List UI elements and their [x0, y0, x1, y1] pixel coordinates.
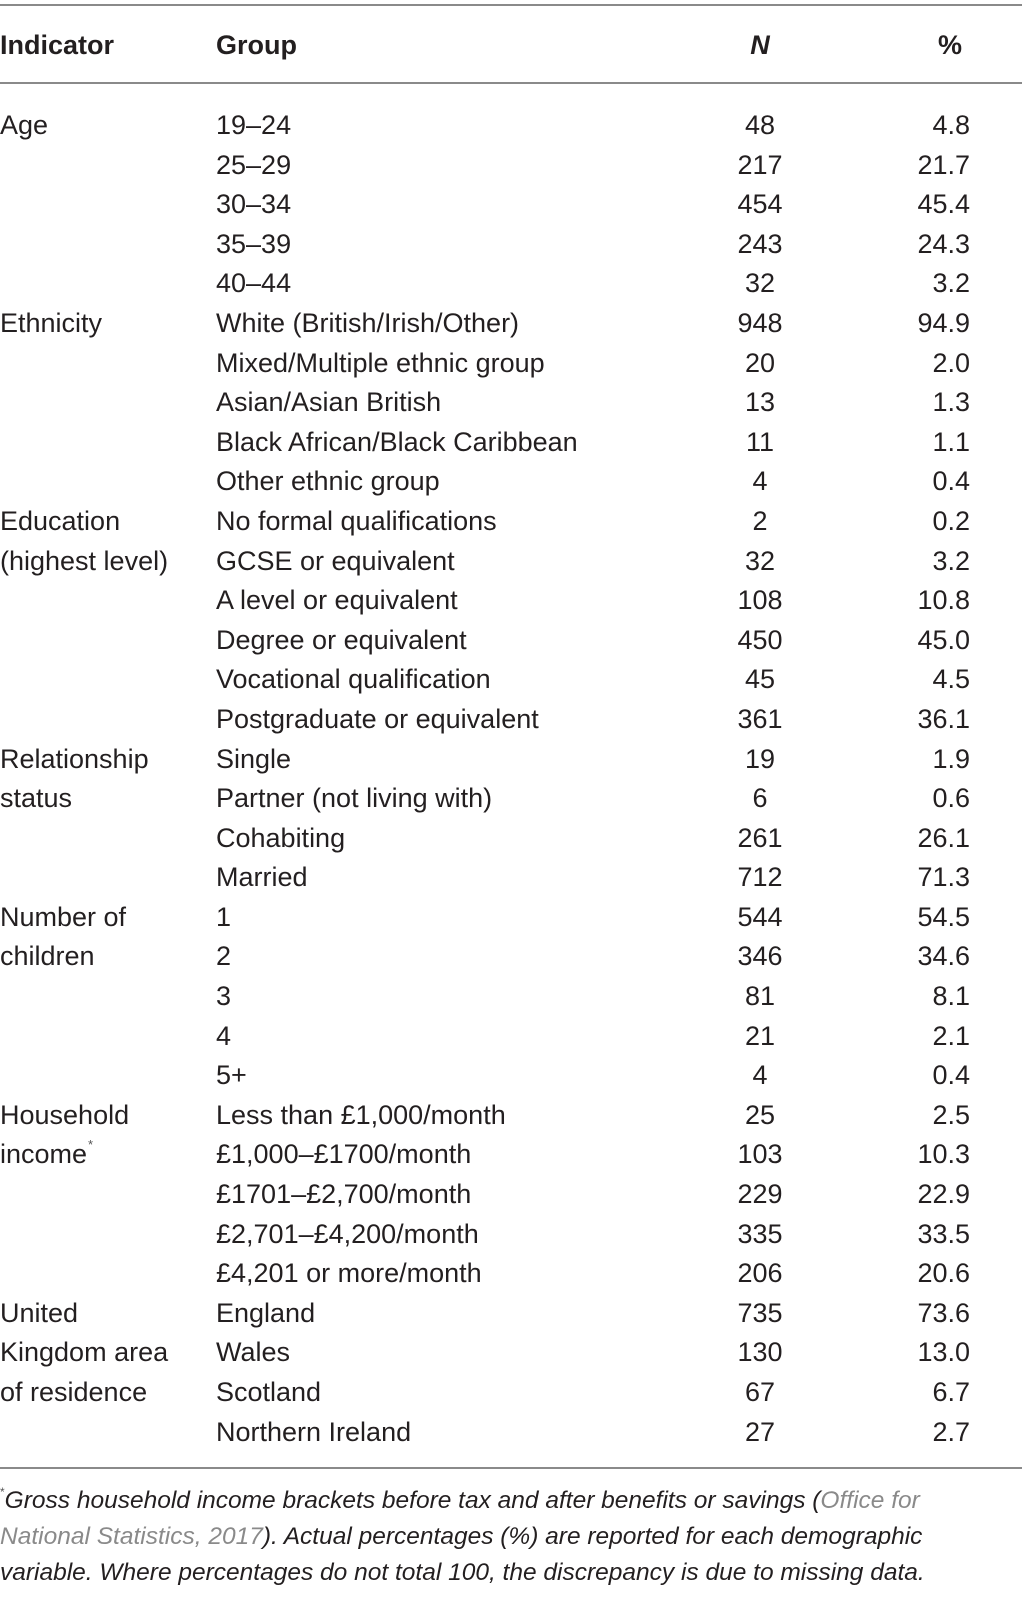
cell-percent: 2.7 [932, 1416, 970, 1447]
cell-percent: 1.9 [932, 743, 970, 774]
table-row [0, 383, 1022, 423]
table-footnote [0, 1483, 1010, 1591]
table-row [0, 1333, 1022, 1373]
footnote-text-after: ). Actual percentages (%) are reported for each demographic variable. Where percentages do not total 100, the discrepancy is due to missing data. [0, 1523, 925, 1586]
cell-group: 30–34 [216, 189, 292, 220]
cell-indicator [0, 1333, 168, 1373]
table-row [0, 264, 1022, 304]
table-row [0, 1056, 1022, 1096]
cell-n: 712 [737, 862, 783, 893]
cell-n: 11 [745, 426, 775, 457]
cell-percent: 2.5 [932, 1099, 970, 1130]
cell-n: 454 [737, 189, 783, 220]
table-row [0, 542, 1022, 582]
cell-group: Married [216, 862, 308, 893]
table-row [0, 819, 1022, 859]
table-row [0, 898, 1022, 938]
table-row [0, 1254, 1022, 1294]
cell-group: £2,701–£4,200/month [216, 1218, 479, 1249]
cell-group: Degree or equivalent [216, 624, 467, 655]
cell-indicator [0, 106, 48, 146]
cell-n: 27 [744, 1416, 776, 1447]
table-row [0, 1175, 1022, 1215]
cell-group: 35–39 [216, 228, 292, 259]
cell-n: 450 [737, 624, 783, 655]
table-row [0, 621, 1022, 661]
table-row [0, 1017, 1022, 1057]
cell-group: No formal qualifications [216, 505, 497, 536]
header-percent: % [937, 30, 962, 60]
cell-group: Wales [216, 1337, 291, 1368]
cell-percent: 10.3 [917, 1139, 970, 1170]
cell-group: Other ethnic group [216, 466, 440, 497]
cell-group: White (British/Irish/Other) [216, 307, 520, 338]
cell-percent: 1.1 [932, 426, 970, 457]
cell-percent: 71.3 [917, 862, 970, 893]
cell-percent: 13.0 [917, 1337, 970, 1368]
table-row [0, 858, 1022, 898]
cell-percent: 3.2 [932, 268, 970, 299]
cell-indicator-text: Number of [0, 901, 127, 932]
cell-indicator [0, 542, 168, 582]
cell-percent: 1.3 [932, 387, 970, 418]
cell-n: 361 [737, 703, 783, 734]
cell-n: 206 [737, 1258, 783, 1289]
cell-n: 108 [737, 585, 783, 616]
cell-n: 735 [737, 1297, 783, 1328]
cell-n: 25 [744, 1099, 776, 1130]
cell-percent: 21.7 [917, 149, 970, 180]
cell-group: GCSE or equivalent [216, 545, 455, 576]
cell-group: A level or equivalent [216, 585, 458, 616]
cell-indicator-text: of residence [0, 1377, 148, 1407]
cell-indicator [0, 304, 102, 344]
cell-group: Postgraduate or equivalent [216, 703, 539, 734]
table-row [0, 660, 1022, 700]
footnote-citation-link[interactable]: Office for National Statistics, 2017 [0, 1487, 920, 1550]
cell-n: 103 [737, 1139, 783, 1170]
cell-indicator-text: Education [0, 505, 121, 536]
cell-group: Scotland [216, 1377, 322, 1407]
cell-group: Less than £1,000/month [216, 1099, 506, 1130]
cell-n: 20 [744, 347, 776, 378]
header-group: Group [216, 30, 297, 60]
cell-indicator [0, 779, 72, 819]
cell-percent: 3.2 [932, 545, 970, 576]
cell-percent: 0.4 [932, 1060, 970, 1091]
cell-percent: 6.7 [932, 1377, 970, 1407]
cell-group: 5+ [216, 1060, 247, 1091]
cell-n: 229 [737, 1179, 783, 1210]
cell-indicator [0, 1096, 129, 1136]
cell-percent: 94.9 [917, 307, 970, 338]
cell-percent: 22.9 [917, 1179, 970, 1210]
table-row [0, 1215, 1022, 1255]
cell-percent: 2.0 [932, 347, 970, 378]
cell-percent: 45.4 [917, 189, 970, 220]
table-row [0, 304, 1022, 344]
cell-n: 81 [744, 981, 776, 1012]
cell-group: Asian/Asian British [216, 387, 442, 418]
cell-group: 1 [216, 901, 232, 932]
header-indicator: Indicator [0, 30, 115, 60]
cell-group: 3 [216, 981, 232, 1012]
cell-percent: 8.1 [932, 981, 970, 1012]
cell-indicator [0, 1373, 147, 1413]
cell-percent: 54.5 [917, 901, 970, 932]
table-bottom-rule [0, 1467, 1022, 1469]
table-top-rule [0, 4, 1022, 6]
cell-percent: 4.8 [932, 110, 970, 140]
cell-n: 48 [744, 110, 776, 140]
table-row [0, 106, 1022, 146]
table-row [0, 1294, 1022, 1334]
cell-group: 40–44 [216, 268, 292, 299]
cell-group: 25–29 [216, 149, 292, 180]
cell-n: 948 [737, 307, 783, 338]
cell-indicator [0, 937, 95, 977]
table-row [0, 779, 1022, 819]
table-row [0, 462, 1022, 502]
cell-percent: 24.3 [917, 228, 970, 259]
cell-group: £4,201 or more/month [216, 1258, 482, 1289]
table-row [0, 740, 1022, 780]
cell-n: 217 [737, 149, 783, 180]
footnote-mark: * [0, 1485, 5, 1499]
cell-n: 130 [737, 1337, 783, 1368]
cell-percent: 0.4 [932, 466, 970, 497]
cell-n: 45 [744, 664, 776, 695]
cell-n: 4 [752, 466, 768, 497]
cell-n: 335 [737, 1218, 783, 1249]
table-row [0, 700, 1022, 740]
table-body [0, 106, 1022, 1452]
cell-indicator-text: Kingdom area [0, 1337, 169, 1368]
table-row [0, 1373, 1022, 1413]
cell-group: Cohabiting [216, 822, 346, 853]
cell-group: 19–24 [216, 110, 292, 140]
table-row [0, 1135, 1022, 1175]
cell-percent: 34.6 [917, 941, 970, 972]
table-row [0, 977, 1022, 1017]
cell-percent: 10.8 [917, 585, 970, 616]
footnote-text-before: Gross household income brackets before tax and after benefits or savings ( [4, 1487, 821, 1514]
cell-group: Vocational qualification [216, 664, 491, 695]
cell-percent: 36.1 [917, 703, 970, 734]
table-row [0, 185, 1022, 225]
cell-indicator [0, 740, 149, 780]
cell-indicator-text: children [0, 941, 95, 972]
cell-group: Mixed/Multiple ethnic group [216, 347, 545, 378]
cell-percent: 2.1 [932, 1020, 970, 1051]
cell-percent: 4.5 [932, 664, 970, 695]
cell-n: 19 [744, 743, 776, 774]
cell-n: 243 [737, 228, 783, 259]
cell-indicator-text: Age [0, 110, 49, 140]
cell-indicator-text: status [0, 783, 73, 814]
cell-percent: 0.2 [932, 505, 970, 536]
cell-percent: 20.6 [917, 1258, 970, 1289]
cell-indicator [0, 1135, 93, 1175]
cell-n: 2 [752, 505, 768, 536]
footnote-mark: * [88, 1137, 94, 1153]
table-row [0, 225, 1022, 265]
cell-group: Partner (not living with) [216, 783, 493, 814]
cell-percent: 0.6 [932, 783, 970, 814]
header-n: N [750, 30, 770, 60]
cell-n: 6 [752, 783, 768, 814]
cell-n: 32 [744, 545, 776, 576]
cell-group: £1701–£2,700/month [216, 1179, 472, 1210]
cell-n: 4 [752, 1060, 768, 1091]
table-row [0, 502, 1022, 542]
table-header-rule [0, 82, 1022, 84]
cell-percent: 33.5 [917, 1218, 970, 1249]
cell-indicator-text: United [0, 1297, 79, 1328]
cell-indicator-text: income [0, 1139, 88, 1170]
cell-n: 32 [744, 268, 776, 299]
table-row [0, 581, 1022, 621]
cell-group: England [216, 1297, 316, 1328]
table-row [0, 937, 1022, 977]
table-row [0, 1096, 1022, 1136]
cell-group: Single [216, 743, 292, 774]
cell-percent: 45.0 [917, 624, 970, 655]
table-row [0, 423, 1022, 463]
cell-group: Black African/Black Caribbean [216, 426, 578, 457]
cell-n: 544 [737, 901, 783, 932]
table-row [0, 1413, 1022, 1453]
table-row [0, 344, 1022, 384]
cell-group: 4 [216, 1020, 232, 1051]
cell-indicator-text: (highest level) [0, 545, 169, 576]
cell-indicator [0, 1294, 78, 1334]
cell-n: 21 [744, 1020, 776, 1051]
cell-n: 261 [737, 822, 783, 853]
table-row [0, 146, 1022, 186]
cell-group: Northern Ireland [216, 1416, 412, 1447]
cell-group: 2 [216, 941, 232, 972]
cell-indicator [0, 502, 120, 542]
cell-group: £1,000–£1700/month [216, 1139, 472, 1170]
cell-percent: 73.6 [917, 1297, 970, 1328]
cell-n: 67 [744, 1377, 776, 1407]
cell-indicator-text: Household [0, 1099, 130, 1130]
cell-n: 13 [744, 387, 776, 418]
cell-indicator-text: Ethnicity [0, 307, 103, 338]
cell-n: 346 [737, 941, 783, 972]
cell-indicator-text: Relationship [0, 743, 149, 774]
cell-percent: 26.1 [917, 822, 970, 853]
table-header-row [0, 22, 1022, 68]
cell-indicator [0, 898, 126, 938]
